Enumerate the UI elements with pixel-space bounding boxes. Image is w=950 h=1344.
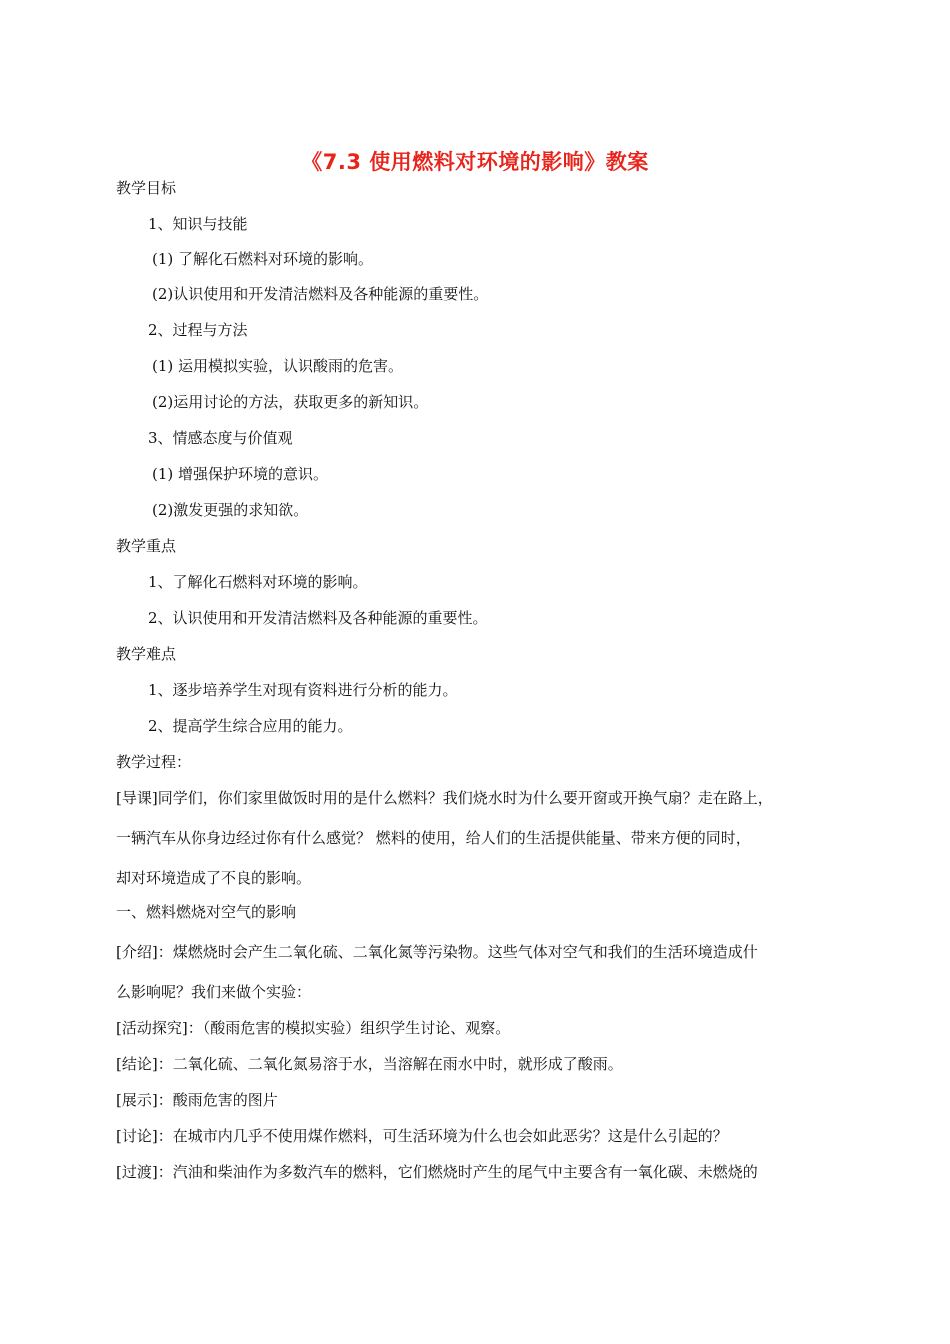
section-heading-key-points: 教学重点 — [116, 537, 177, 555]
objective-item: (2)运用讨论的方法，获取更多的新知识。 — [152, 393, 429, 411]
paragraph-line: [介绍]：煤燃烧时会产生二氧化硫、二氧化氮等污染物。这些气体对空气和我们的生活环境造成什 — [116, 943, 758, 961]
objective-heading-knowledge: 1、知识与技能 — [148, 215, 248, 233]
document-title: 《7.3 使用燃料对环境的影响》教案 — [301, 150, 649, 174]
section-heading-difficulties: 教学难点 — [116, 645, 177, 663]
section-heading-process: 教学过程： — [116, 753, 192, 771]
objective-item: (2)认识使用和开发清洁燃料及各种能源的重要性。 — [152, 285, 489, 303]
key-point-item: 2、认识使用和开发清洁燃料及各种能源的重要性。 — [148, 609, 488, 627]
subsection-heading: 一、燃料燃烧对空气的影响 — [116, 903, 297, 921]
key-point-item: 1、了解化石燃料对环境的影响。 — [148, 573, 368, 591]
paragraph-line: [导课]同学们，你们家里做饭时用的是什么燃料？我们烧水时为什么要开窗或开换气扇？走在路上， — [116, 789, 773, 807]
paragraph-line: [活动探究]：（酸雨危害的模拟实验）组织学生讨论、观察。 — [116, 1019, 511, 1037]
paragraph-line: [过渡]：汽油和柴油作为多数汽车的燃料，它们燃烧时产生的尾气中主要含有一氧化碳、未燃烧的 — [116, 1163, 758, 1181]
objective-item: (1) 了解化石燃料对环境的影响。 — [152, 250, 374, 268]
objective-item: (1) 增强保护环境的意识。 — [152, 465, 329, 483]
section-heading-objectives: 教学目标 — [116, 179, 177, 197]
paragraph-line: [结论]：二氧化硫、二氧化氮易溶于水，当溶解在雨水中时，就形成了酸雨。 — [116, 1055, 623, 1073]
difficulty-item: 2、提高学生综合应用的能力。 — [148, 717, 353, 735]
objective-heading-process: 2、过程与方法 — [148, 321, 248, 339]
objective-item: (2)激发更强的求知欲。 — [152, 501, 309, 519]
paragraph-line: 一辆汽车从你身边经过你有什么感觉？ 燃料的使用，给人们的生活提供能量、带来方便的同时， — [116, 829, 751, 847]
paragraph-line: [讨论]：在城市内几乎不使用煤作燃料，可生活环境为什么也会如此恶劣？这是什么引起的？ — [116, 1127, 728, 1145]
paragraph-line: [展示]：酸雨危害的图片 — [116, 1091, 278, 1109]
objective-item: (1) 运用模拟实验，认识酸雨的危害。 — [152, 357, 404, 375]
paragraph-line: 却对环境造成了不良的影响。 — [116, 869, 312, 887]
objective-heading-attitude: 3、情感态度与价值观 — [148, 429, 293, 447]
paragraph-line: 么影响呢？我们来做个实验： — [116, 983, 312, 1001]
difficulty-item: 1、逐步培养学生对现有资料进行分析的能力。 — [148, 681, 458, 699]
